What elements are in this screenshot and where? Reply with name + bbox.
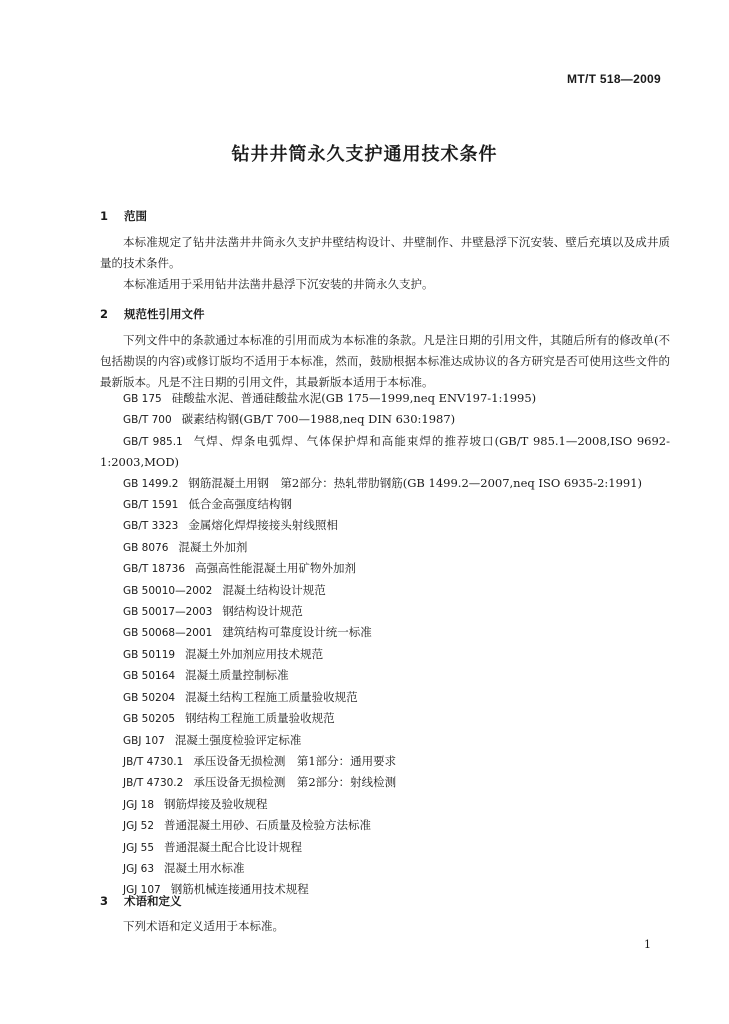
- reference-item: [100, 622, 670, 643]
- normative-intro-paragraph: 下列文件中的条款通过本标准的引用而成为本标准的条款。凡是注日期的引用文件，其随后所有的修改单(不包括勘误的内容)或修订版均不适用于本标准，然而，鼓励根据本标准达成协议的各方研究是否可使用这些文件的最新版本。凡是不注日期的引用文件，其最新版本适用于本标准。: [100, 333, 670, 389]
- reference-title: 金属熔化焊焊接接头射线照相: [188, 518, 338, 533]
- scope-paragraph-1: 本标准规定了钻井法凿井井筒永久支护井壁结构设计、井壁制作、井壁悬浮下沉安装、壁后充填以及成井质量的技术条件。: [100, 235, 670, 270]
- reference-item: [100, 537, 670, 558]
- reference-item: [100, 858, 670, 879]
- section-heading-scope: [100, 208, 147, 224]
- reference-title: 普通混凝土用砂、石质量及检验方法标准: [164, 818, 372, 833]
- reference-item: [100, 388, 670, 409]
- reference-item: [100, 431, 670, 473]
- reference-title: 碳素结构钢(GB/T 700—1988,neq DIN 630:1987): [181, 412, 456, 427]
- document-title: 钻井井筒永久支护通用技术条件: [231, 144, 498, 165]
- section-number: 3: [100, 894, 109, 908]
- reference-code: GB 8076: [123, 541, 169, 554]
- reference-item: [100, 772, 670, 793]
- reference-code: GB 50164: [123, 670, 176, 683]
- reference-code: JGJ 18: [123, 798, 155, 811]
- terms-intro-paragraph: 下列术语和定义适用于本标准。: [123, 919, 284, 933]
- reference-title: 钢筋混凝土用钢 第2部分：热轧带肋钢筋(GB 1499.2—2007,neq ISO 6935-2:1991): [188, 475, 643, 490]
- reference-item: [100, 751, 670, 772]
- section-heading-normative-references: [100, 306, 205, 322]
- reference-code: GB 50010—2002: [123, 584, 213, 597]
- section-title: 术语和定义: [124, 894, 182, 908]
- reference-item: [100, 794, 670, 815]
- reference-title: 承压设备无损检测 第2部分：射线检测: [193, 775, 397, 790]
- reference-title: 混凝土用水标准: [164, 860, 245, 875]
- reference-item: [100, 730, 670, 751]
- reference-title: 混凝土外加剂: [178, 539, 248, 554]
- reference-code: GB/T 1591: [123, 499, 179, 512]
- reference-item: [100, 409, 670, 430]
- reference-item: [100, 879, 670, 900]
- reference-code: GB 50205: [123, 713, 176, 726]
- reference-item: [100, 580, 670, 601]
- reference-code: GBJ 107: [123, 734, 165, 747]
- reference-item: [100, 665, 670, 686]
- reference-title: 钢筋机械连接通用技术规程: [170, 882, 309, 897]
- reference-code: JGJ 63: [123, 862, 155, 875]
- reference-code: JGJ 55: [123, 841, 155, 854]
- reference-item: [100, 708, 670, 729]
- reference-code: GB/T 3323: [123, 520, 179, 533]
- reference-title: 混凝土强度检验评定标准: [174, 732, 302, 747]
- reference-code: JGJ 52: [123, 820, 155, 833]
- reference-code: GB 175: [123, 393, 162, 405]
- scope-paragraph-2: 本标准适用于采用钻井法凿井悬浮下沉安装的井筒永久支护。: [123, 277, 434, 291]
- reference-code: GB 50068—2001: [123, 627, 213, 640]
- reference-title: 建筑结构可靠度设计统一标准: [222, 625, 372, 640]
- reference-title: 钢筋焊接及验收规程: [164, 796, 268, 811]
- reference-code: GB/T 985.1: [123, 435, 183, 448]
- reference-code: GB/T 18736: [123, 563, 186, 576]
- reference-code: JGJ 107: [123, 884, 161, 897]
- reference-item: [100, 601, 670, 622]
- reference-item: [100, 815, 670, 836]
- reference-code: GB 50017—2003: [123, 606, 213, 619]
- section-title: 范围: [124, 209, 148, 223]
- reference-item: [100, 687, 670, 708]
- reference-title: 钢结构设计规范: [222, 604, 303, 619]
- page-number: 1: [644, 938, 651, 951]
- reference-title: 低合金高强度结构钢: [188, 497, 292, 512]
- reference-title: 硅酸盐水泥、普通硅酸盐水泥(GB 175—1999,neq ENV197-1:1995): [171, 391, 537, 405]
- reference-item: [100, 558, 670, 579]
- reference-item: [100, 473, 670, 494]
- reference-item: [100, 494, 670, 515]
- reference-title: 普通混凝土配合比设计规程: [164, 839, 303, 854]
- standard-code: MT/T 518—2009: [567, 72, 661, 86]
- reference-item: [100, 515, 670, 536]
- reference-title: 气焊、焊条电弧焊、气体保护焊和高能束焊的推荐坡口(GB/T 985.1—2008,ISO 9692-1:2003,MOD): [100, 433, 670, 470]
- reference-code: GB 50204: [123, 691, 176, 704]
- reference-list: [100, 388, 670, 901]
- reference-title: 高强高性能混凝土用矿物外加剂: [195, 561, 357, 576]
- reference-title: 钢结构工程施工质量验收规范: [185, 711, 335, 726]
- reference-title: 混凝土结构设计规范: [222, 582, 326, 597]
- reference-title: 混凝土外加剂应用技术规范: [185, 646, 324, 661]
- section-title: 规范性引用文件: [124, 307, 205, 321]
- reference-title: 混凝土质量控制标准: [185, 668, 289, 683]
- section-number: 1: [100, 209, 109, 223]
- reference-title: 承压设备无损检测 第1部分：通用要求: [193, 753, 397, 768]
- reference-code: GB 1499.2: [123, 477, 179, 490]
- reference-code: GB 50119: [123, 648, 176, 661]
- reference-code: JB/T 4730.2: [123, 777, 184, 790]
- section-heading-terms: [100, 893, 182, 909]
- reference-code: GB/T 700: [123, 414, 172, 427]
- reference-item: [100, 837, 670, 858]
- reference-title: 混凝土结构工程施工质量验收规范: [185, 689, 358, 704]
- section-number: 2: [100, 307, 109, 321]
- reference-item: [100, 644, 670, 665]
- reference-code: JB/T 4730.1: [123, 755, 184, 768]
